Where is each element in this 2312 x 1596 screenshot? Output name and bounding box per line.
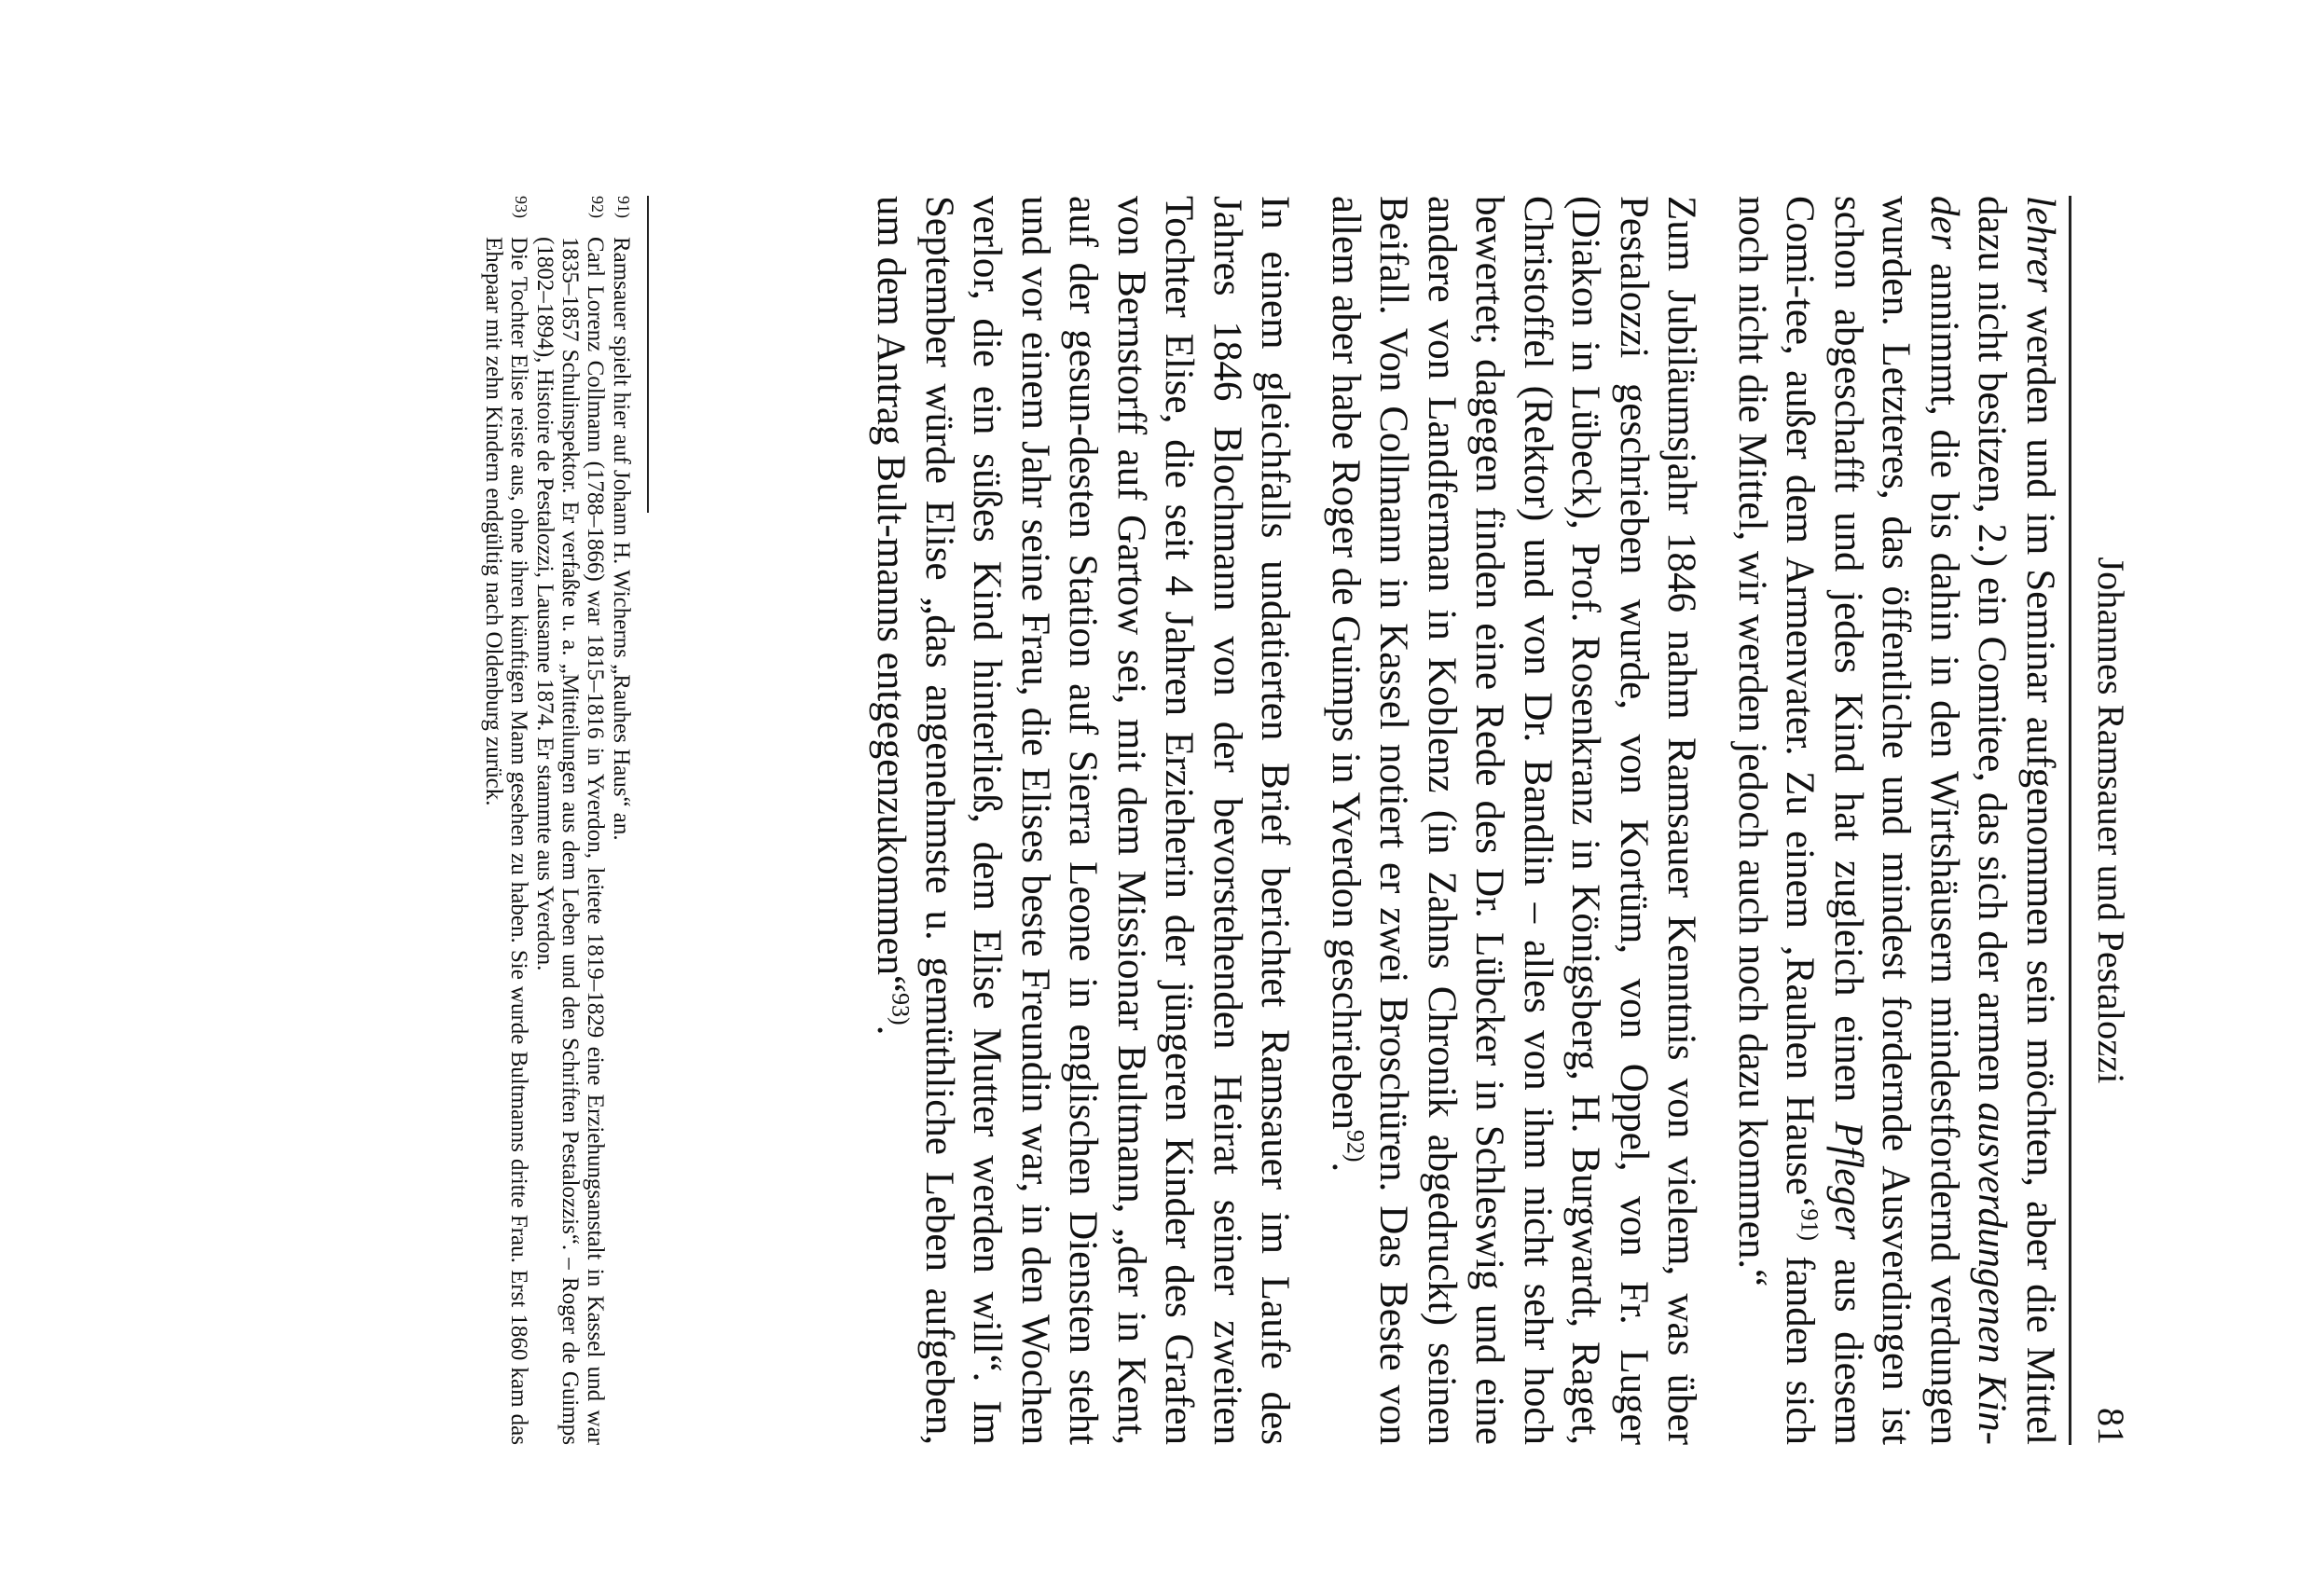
footnote-number: 92) <box>588 196 607 218</box>
paragraph-text: Zum Jubiläumsjahr 1846 nahm Ramsauer Kenntnis von vielem, was über Pestalozzi geschrieben wurde, von Kortüm, von Oppel, von Fr. Luger (Diakon in Lübeck), Prof. Rosenkranz in Königsberg, H. Burgwardt, Raget, Christoffel (Rektor) und von Dr. Bandlin – alles von ihm nicht sehr hoch bewertet; dagegen finden eine Rede des Dr. Lübcker in Schleswig und eine andere von Landferman in Koblenz (in Zahns Chronik abgedruckt) seinen Beifall. Von Collmann in Kassel notiert er zwei Broschüren. Das Beste von allem aber habe Roger de Guimps in Yverdon geschrieben <box>1324 196 1704 1445</box>
footnote <box>532 196 608 1445</box>
italic-text: lehrer <box>2018 196 2062 293</box>
paragraph-text: In einem gleichfalls undatierten Brief berichtet Ramsauer im Laufe des Jahres 1846 Blochmann von der bevorstehenden Heirat seiner zweiten Tochter Elise, die seit 4 Jahren Erzieherin der jüngeren Kinder des Grafen von Bernstorff auf Gartow sei, mit dem Missionar Bultmann, „der in Kent, auf der gesun-desten Station auf Sierra Leone in englischen Diensten steht und vor einem Jahr seine Frau, die Elises beste Freundin war, in den Wochen verlor, die ein süßes Kind hinterließ, dem Elise Mutter werden will“. Im September würde Elise „das angenehmste u. gemüthliche Leben aufgeben, um dem Antrag Bult-manns entgegenzukommen“ <box>869 196 1298 1445</box>
footnote-number: 93) <box>512 196 530 218</box>
header-rule <box>2069 196 2071 1445</box>
page-header <box>2077 196 2142 1445</box>
footnote <box>609 196 634 1445</box>
italic-text: Pfleger <box>1826 1121 1870 1240</box>
body-paragraph <box>1322 196 1706 1445</box>
paragraph-text: . <box>869 1025 914 1036</box>
body-paragraph <box>1728 196 2065 1445</box>
footnote <box>481 196 531 1445</box>
italic-text: ausverdungenen Kin-der <box>1922 196 2015 1445</box>
paragraph-text: annimmt, die bis dahin in den Wirtshäusern mindestfordernd verdungen wurden. Letzteres, das öffentliche und mindest fordernde Ausverdingen ist schon abgeschafft und jedes Kind hat zugleich einen <box>1826 196 1966 1445</box>
footnotes <box>336 196 634 1445</box>
paragraph-text: . <box>1324 1162 1368 1173</box>
page-number: 81 <box>2090 1408 2132 1445</box>
paragraph-text: aus diesem Comi-tee, außer dem Armenvater. Zu einem ‚Rauhen Hause‘ <box>1778 196 1870 1445</box>
footnote-reference: 91) <box>1796 1208 1823 1242</box>
body-paragraph <box>867 196 1300 1445</box>
running-head: Johannes Ramsauer und Pestalozzi <box>2090 557 2132 1084</box>
footnote-text: Ramsauer spielt hier auf Johann H. Wicherns „Rauhes Haus“ an. <box>609 237 634 841</box>
footnote-number: 91) <box>614 196 633 218</box>
footnote-text: Die Tochter Elise reiste aus, ohne ihren künftigen Mann gesehen zu haben. Sie wurde Bultmanns dritte Frau. Erst 1860 kam das Ehepaar mit zehn Kindern endgültig nach Oldenburg zurück. <box>481 237 531 1445</box>
footnote-rule <box>647 196 649 513</box>
paragraph-text: fanden sich noch nicht die Mittel, wir werden jedoch auch noch dazu kommen.“ <box>1730 196 1823 1445</box>
footnote-reference: 92) <box>1342 1129 1369 1163</box>
paragraph-text: werden und im Seminar aufgenommen sein möchten, aber die Mittel dazu nicht besitzen, 2.) ein Comitee, das sich der armen <box>1970 196 2062 1445</box>
body-text <box>852 196 2064 1445</box>
footnote-reference: 93) <box>887 993 915 1025</box>
footnote-text: Carl Lorenz Collmann (1788–1866) war 1815–1816 in Yverdon, leitete 1819–1829 eine Erziehungsanstalt in Kassel und war 1835–1857 Schulinspektor. Er verfaßte u. a. „Mitteilungen aus dem Leben und den Schriften Pestalozzis“. – Roger de Guimps (1802–1894), Histoire de Pestalozzi, Lausanne 1874. Er stammte aus Yverdon. <box>532 237 608 1445</box>
